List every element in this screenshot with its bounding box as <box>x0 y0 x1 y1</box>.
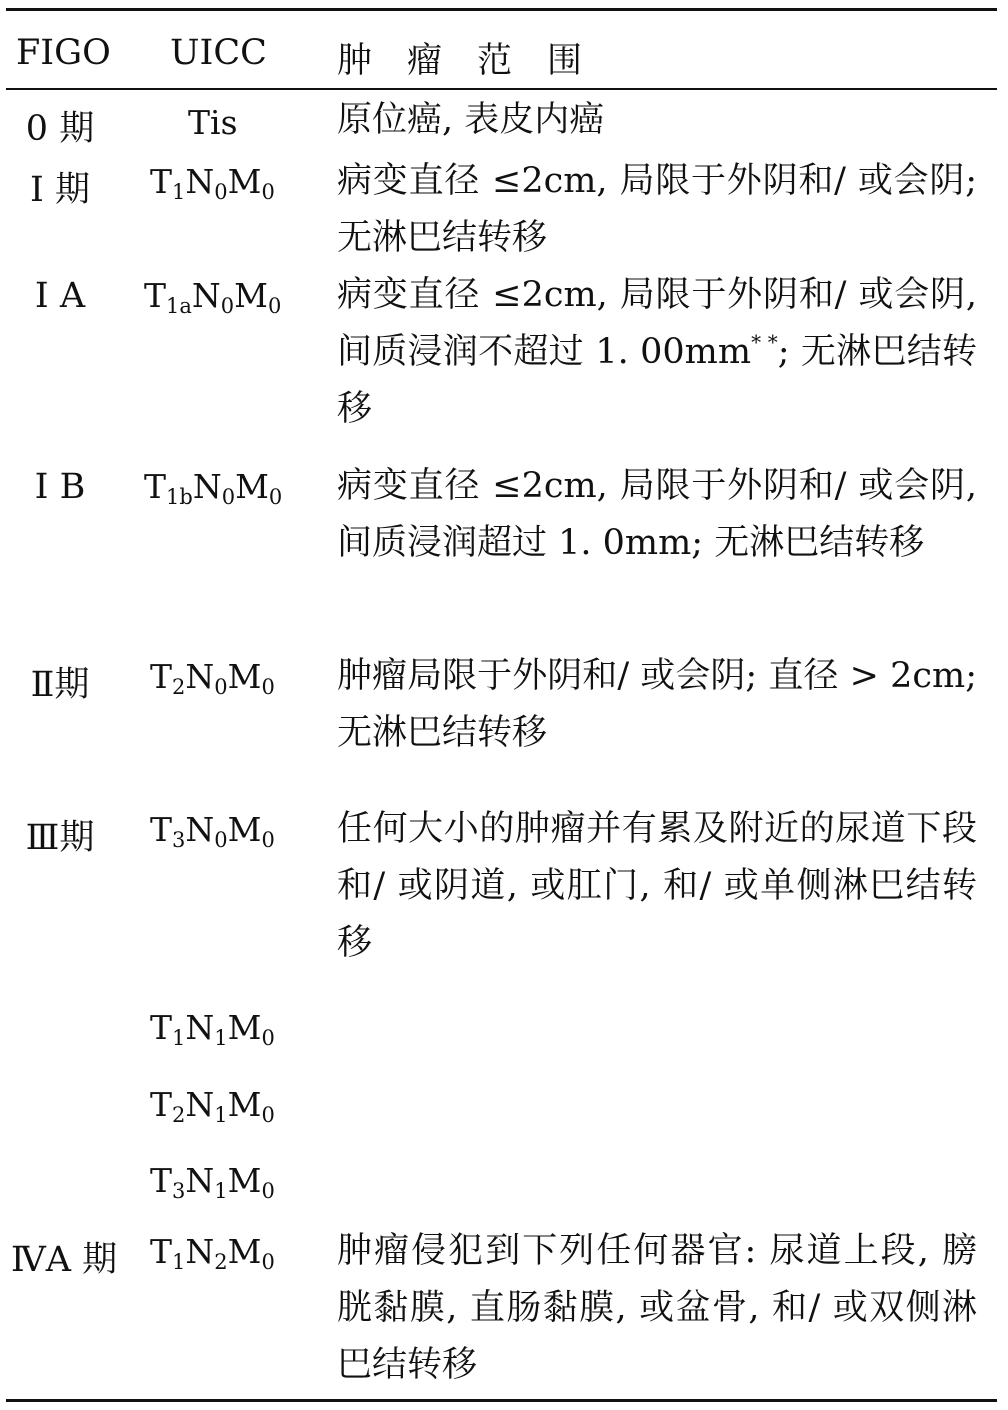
stage-label: Ⅱ期 <box>30 665 90 705</box>
stage-label: ⅣA 期 <box>10 1240 118 1280</box>
uicc-code: Tis <box>188 103 238 142</box>
stage-label: Ⅰ 期 <box>30 170 90 210</box>
uicc-code: $T_1N_0M_0$ <box>150 162 275 204</box>
tumor-range-text: 病变直径 ≤2cm, 局限于外阴和/ 或会阴; 无淋巴结转移 <box>337 161 977 258</box>
stage-label: Ⅰ A <box>34 276 86 316</box>
tumor-range-text: 肿瘤侵犯到下列任何器官: 尿道上段, 膀胱黏膜, 直肠黏膜, 或盆骨, 和/ 或双侧淋巴结转移 <box>337 1231 977 1385</box>
uicc-code: $T_3N_1M_0$ <box>150 1161 275 1203</box>
uicc-code: $T_1N_1M_0$ <box>150 1008 275 1050</box>
header-uicc: UICC <box>170 33 267 73</box>
stage-label: Ⅰ B <box>34 467 86 507</box>
header-rule <box>6 88 997 90</box>
tumor-range-text: 病变直径 ≤2cm, 局限于外阴和/ 或会阴, 间质浸润超过 1. 0mm; 无淋巴结转移 <box>337 466 977 563</box>
uicc-code: $T_{1a}N_0M_0$ <box>144 276 282 318</box>
tumor-range-text: 病变直径 ≤2cm, 局限于外阴和/ 或会阴, 间质浸润不超过 1. 00mm* *; 无淋巴结转移 <box>337 275 978 429</box>
table-bottom-rule <box>6 1399 997 1402</box>
tumor-range-text: 肿瘤局限于外阴和/ 或会阴; 直径 > 2cm; 无淋巴结转移 <box>337 656 977 753</box>
uicc-code: $T_2N_1M_0$ <box>150 1085 275 1127</box>
stage-label: 0 期 <box>25 109 95 149</box>
uicc-code: $T_3N_0M_0$ <box>150 810 275 852</box>
header-figo: FIGO <box>16 33 111 73</box>
table-top-rule <box>6 8 997 11</box>
tumor-range-text: 任何大小的肿瘤并有累及附近的尿道下段和/ 或阴道, 或肛门, 和/ 或单侧淋巴结转移 <box>337 809 977 963</box>
tumor-range-text: 原位癌, 表皮内癌 <box>337 100 605 140</box>
uicc-code: $T_2N_0M_0$ <box>150 657 275 699</box>
uicc-code: $T_{1b}N_0M_0$ <box>144 467 283 509</box>
header-tumor-range: 肿 瘤 范 围 <box>337 41 583 81</box>
stage-label: Ⅲ期 <box>25 818 95 858</box>
uicc-code: $T_1N_2M_0$ <box>150 1232 275 1274</box>
